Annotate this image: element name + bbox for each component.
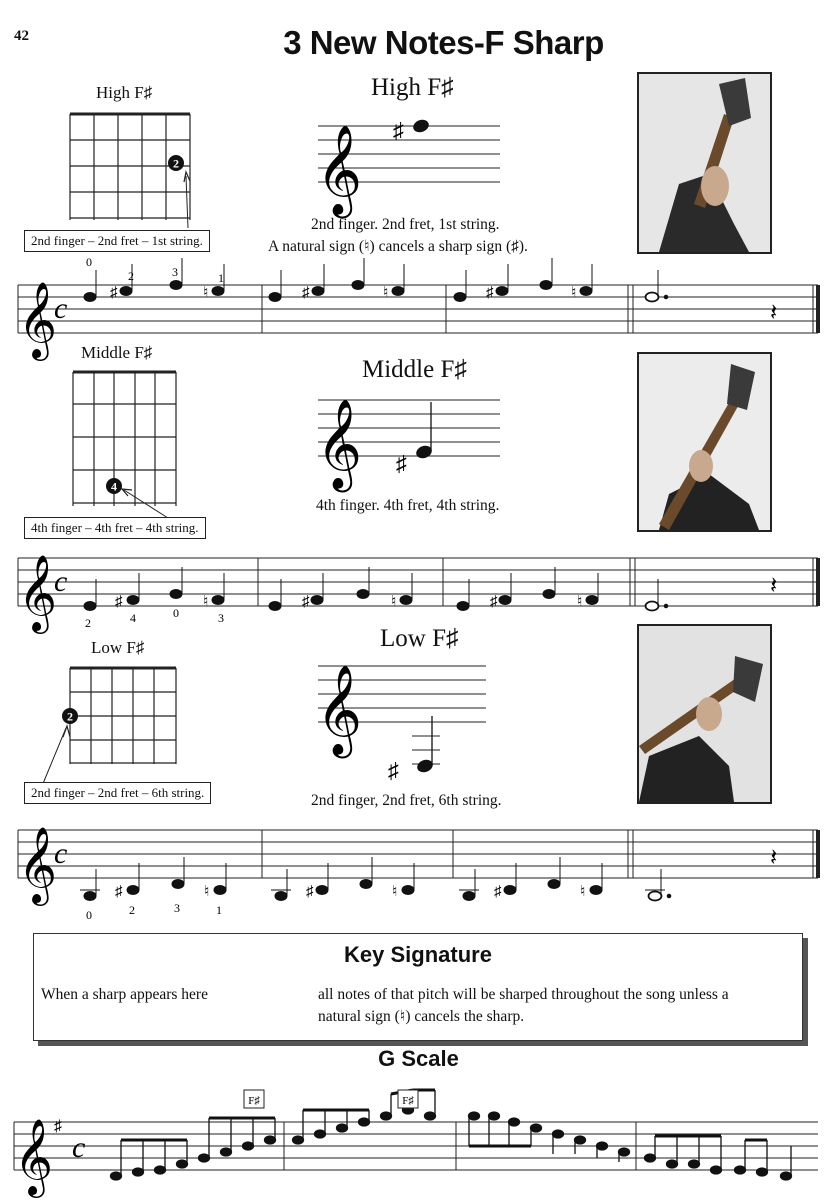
treble-clef-icon: 𝄞 — [316, 126, 363, 213]
natural-icon: ♮ — [571, 285, 577, 301]
guitar-hand-photo-icon — [639, 354, 770, 530]
fingering-number: 0 — [173, 606, 179, 620]
fingering-number: 3 — [218, 611, 224, 625]
common-time-icon: c — [54, 292, 68, 325]
sharp-icon: ♯ — [302, 594, 310, 610]
key-signature-text-after-1: all notes of that pitch will be sharped throughout the song unless a — [318, 986, 729, 1003]
fingering-number: 2 — [85, 616, 91, 630]
low-fsharp-caption: 2nd finger, 2nd fret, 6th string. — [311, 792, 502, 809]
treble-clef-icon: 𝄞 — [14, 1121, 54, 1194]
sharp-icon: ♯ — [306, 884, 314, 900]
sharp-icon: ♯ — [115, 594, 123, 610]
high-fsharp-photo — [637, 72, 772, 254]
exercise-staff-3 — [18, 830, 818, 878]
fingering-number: 2 — [129, 903, 135, 917]
treble-clef-icon: 𝄞 — [18, 557, 58, 630]
key-signature-title: Key Signature — [344, 942, 492, 967]
low-fsharp-callout: 2nd finger – 2nd fret – 6th string. — [24, 782, 211, 804]
sharp-icon: ♯ — [490, 594, 498, 610]
natural-icon: ♮ — [580, 884, 586, 900]
fingering-number: 1 — [218, 271, 224, 285]
fsharp-tag: F♯ — [248, 1095, 260, 1107]
page-title: 3 New Notes-F Sharp — [283, 24, 604, 61]
high-fsharp-callout: 2nd finger – 2nd fret – 1st string. — [24, 230, 210, 252]
fingering-number: 1 — [216, 903, 222, 917]
quarter-rest-icon: 𝄽 — [770, 573, 778, 599]
key-signature-text-after-2: natural sign (♮) cancels the sharp. — [318, 1008, 525, 1025]
quarter-rest-icon: 𝄽 — [770, 300, 778, 326]
key-signature-sharp-icon: ♯ — [54, 1118, 62, 1135]
finger-number-middle: 4 — [111, 479, 117, 494]
natural-icon: ♮ — [391, 594, 397, 610]
sharp-icon: ♯ — [115, 884, 123, 900]
treble-clef-icon: 𝄞 — [18, 284, 58, 357]
middle-fsharp-callout: 4th finger – 4th fret – 4th string. — [24, 517, 206, 539]
sharp-icon: ♯ — [393, 118, 404, 143]
high-fsharp-caption-1: 2nd finger. 2nd fret, 1st string. — [311, 216, 500, 233]
note-high-fsharp — [411, 118, 430, 135]
low-fsharp-staff-label: Low F♯ — [380, 625, 459, 652]
key-signature-text-before: When a sharp appears here — [41, 986, 208, 1003]
low-fsharp-fret-diagram — [42, 668, 176, 786]
guitar-hand-photo-icon — [639, 74, 770, 252]
fingering-number: 4 — [130, 611, 136, 625]
fingering-number: 3 — [174, 901, 180, 915]
common-time-icon: c — [54, 837, 68, 870]
callout-arrow — [186, 176, 188, 228]
sharp-icon: ♯ — [486, 285, 494, 301]
treble-clef-icon: 𝄞 — [18, 829, 58, 902]
low-fsharp-photo — [637, 624, 772, 804]
fingering-number: 0 — [86, 908, 92, 922]
middle-fsharp-staff-label: Middle F♯ — [362, 356, 467, 383]
g-scale-title: G Scale — [378, 1046, 459, 1071]
high-fsharp-staff-label: High F♯ — [371, 74, 454, 101]
finger-number-high: 2 — [173, 156, 179, 171]
exercise-staff-1 — [18, 285, 818, 333]
page-number: 42 — [14, 28, 29, 44]
treble-clef-icon: 𝄞 — [316, 666, 363, 753]
middle-fsharp-caption: 4th finger. 4th fret, 4th string. — [316, 497, 500, 514]
quarter-rest-icon: 𝄽 — [770, 845, 778, 871]
high-fsharp-caption-2: A natural sign (♮) cancels a sharp sign (♯). — [268, 238, 528, 255]
natural-icon: ♮ — [577, 594, 583, 610]
common-time-icon: c — [72, 1131, 86, 1164]
sharp-icon: ♯ — [302, 285, 310, 301]
natural-icon: ♮ — [204, 884, 210, 900]
middle-fsharp-diagram-label: Middle F♯ — [81, 343, 153, 362]
middle-fsharp-fret-diagram — [73, 372, 176, 518]
sharp-icon: ♯ — [110, 285, 118, 301]
fingering-number: 2 — [128, 269, 134, 283]
treble-clef-icon: 𝄞 — [316, 400, 363, 487]
natural-icon: ♮ — [392, 884, 398, 900]
middle-fsharp-photo — [637, 352, 772, 532]
fingering-number: 0 — [86, 255, 92, 269]
natural-icon: ♮ — [383, 285, 389, 301]
low-fsharp-diagram-label: Low F♯ — [91, 638, 145, 657]
sharp-icon: ♯ — [388, 758, 399, 783]
g-scale-notes — [111, 1090, 792, 1180]
key-signature-box — [33, 933, 803, 1041]
natural-icon: ♮ — [203, 594, 209, 610]
guitar-hand-photo-icon — [639, 626, 770, 802]
common-time-icon: c — [54, 565, 68, 598]
sharp-icon: ♯ — [396, 451, 407, 476]
fingering-number: 3 — [172, 265, 178, 279]
high-fsharp-diagram-label: High F♯ — [96, 83, 153, 102]
fsharp-tag: F♯ — [402, 1095, 414, 1107]
finger-number-low: 2 — [67, 709, 73, 724]
natural-icon: ♮ — [203, 285, 209, 301]
high-fsharp-fret-diagram — [70, 114, 190, 228]
sharp-icon: ♯ — [494, 884, 502, 900]
